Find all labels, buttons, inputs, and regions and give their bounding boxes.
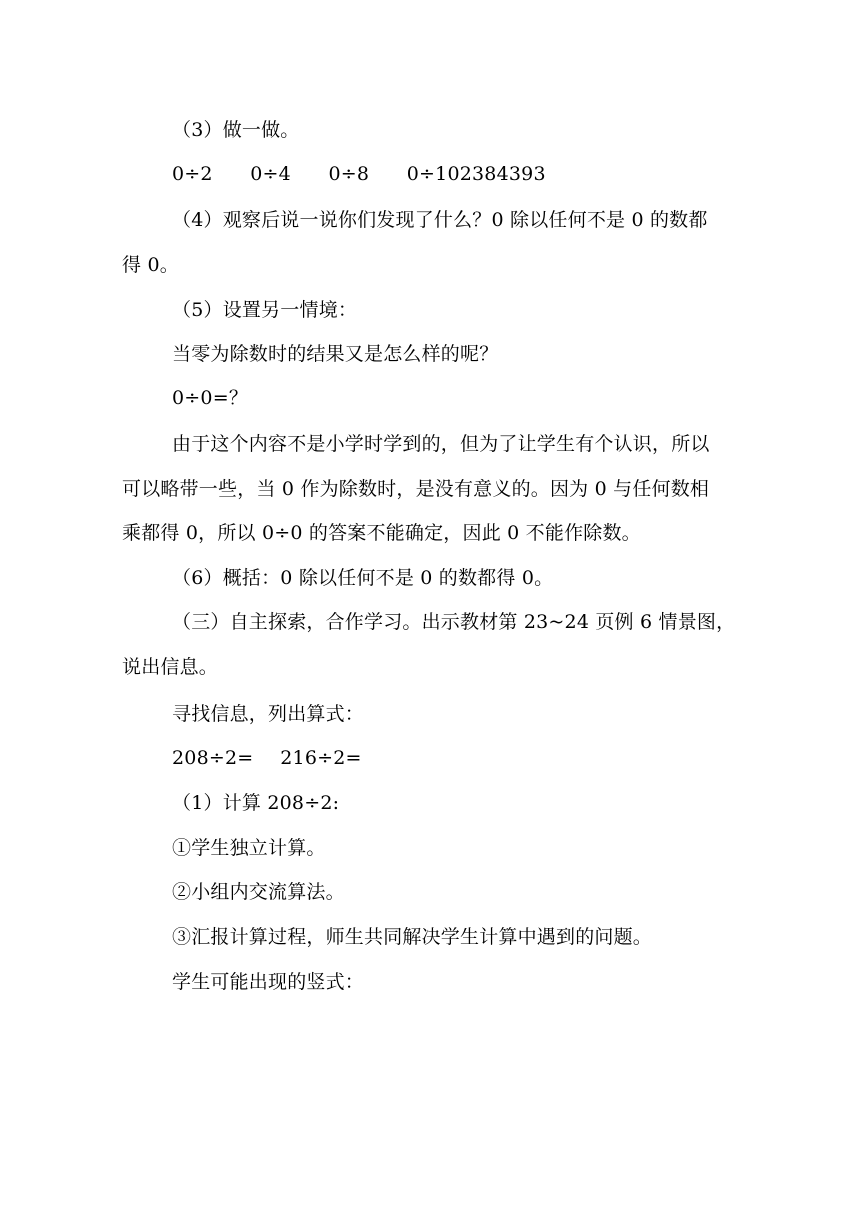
step-4-line-1: （4）观察后说一说你们发现了什么？0 除以任何不是 0 的数都 [172,209,708,231]
list-item-1: ①学生独立计算。 [172,837,326,859]
step-5-heading: （5）设置另一情境： [172,299,358,321]
question-text: 当零为除数时的结果又是怎么样的呢？ [172,343,499,365]
explanation-line-1: 由于这个内容不是小学时学到的，但为了让学生有个认识，所以 [172,433,710,455]
section-3-line-1: （三）自主探索，合作学习。出示教材第 23~24 页例 6 情景图， [172,611,736,633]
expression-item: 0÷102384393 [406,163,546,185]
expression-item: 0÷4 [250,163,291,185]
calc-step-1: （1）计算 208÷2: [172,792,340,814]
expression-item: 0÷8 [328,163,370,185]
step-6-summary: （6）概括：0 除以任何不是 0 的数都得 0。 [172,567,554,589]
vertical-form-intro: 学生可能出现的竖式： [172,971,365,993]
explanation-line-3: 乘都得 0，所以 0÷0 的答案不能确定，因此 0 不能作除数。 [122,522,641,544]
expression-item: 0÷2 [172,163,213,185]
step-4-line-2: 得 0。 [122,254,179,276]
list-item-2: ②小组内交流算法。 [172,881,345,903]
equation-list [172,746,362,770]
equation-item: 208÷2= [172,747,254,769]
find-info-text: 寻找信息，列出算式： [172,703,365,725]
step-3-heading: （3）做一做。 [172,119,300,141]
list-item-3: ③汇报计算过程，师生共同解决学生计算中遇到的问题。 [172,926,653,948]
section-3-line-2: 说出信息。 [122,656,219,678]
expression-list [172,162,546,186]
explanation-line-2: 可以略带一些，当 0 作为除数时，是没有意义的。因为 0 与任何数相 [122,478,710,500]
zero-division-expression: 0÷0=？ [172,387,249,409]
equation-item: 216÷2= [280,747,362,769]
